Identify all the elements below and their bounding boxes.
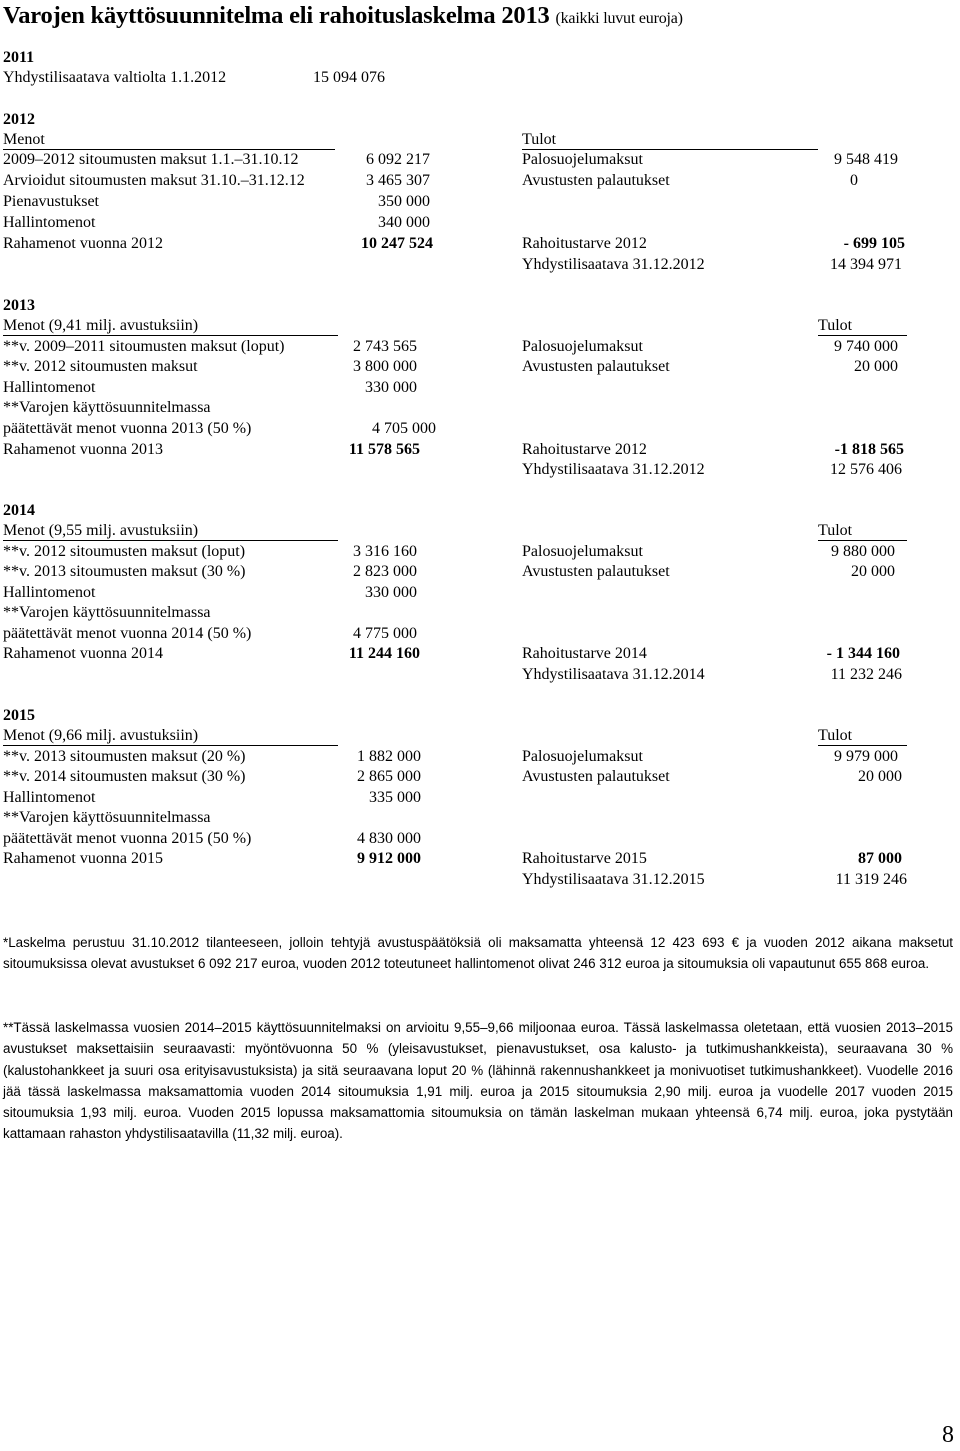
menot-value: 340 000 (378, 214, 430, 231)
total-value: 11 244 160 (348, 645, 420, 662)
tulot-heading: Tulot (818, 317, 853, 334)
menot-label: Hallintomenot (3, 789, 96, 806)
total-label: Rahamenot vuonna 2015 (3, 850, 163, 867)
menot-label: Pienavustukset (3, 193, 99, 210)
yt-label: Yhdystilisaatava 31.12.2012 (522, 461, 705, 478)
tulot-label: Palosuojelumaksut (522, 338, 643, 355)
total-value: 10 247 524 (361, 235, 433, 252)
menot-value: 4 830 000 (357, 830, 421, 847)
menot-value: 4 705 000 (372, 420, 436, 437)
need-label: Rahoitustarve 2014 (522, 645, 647, 662)
tulot-value: 9 740 000 (834, 338, 898, 355)
yt-value: 12 576 406 (830, 461, 902, 478)
total-label: Rahamenot vuonna 2012 (3, 235, 163, 252)
menot-value: 2 823 000 (353, 563, 417, 580)
need-label: Rahoitustarve 2015 (522, 850, 647, 867)
menot-heading: Menot (9,66 milj. avustuksiin) (3, 727, 199, 744)
yt-value: 11 319 246 (835, 871, 907, 888)
total-value: 11 578 565 (348, 441, 420, 458)
title-subtitle: (kaikki luvut euroja) (555, 10, 683, 27)
menot-label: Hallintomenot (3, 584, 96, 601)
need-label: Rahoitustarve 2012 (522, 235, 647, 252)
total-value: 9 912 000 (357, 850, 421, 867)
year-heading: 2015 (3, 707, 35, 724)
menot-label: Hallintomenot (3, 379, 96, 396)
menot-value: 4 775 000 (353, 625, 417, 642)
menot-value: 2 865 000 (357, 768, 421, 785)
menot-value: 335 000 (369, 789, 421, 806)
yt-label: Yhdystilisaatava 31.12.2014 (522, 666, 705, 683)
tulot-value: 9 548 419 (834, 151, 898, 168)
menot-label: Arvioidut sitoumusten maksut 31.10.–31.12.12 (3, 172, 305, 189)
menot-underline (3, 540, 338, 541)
menot-underline (3, 335, 338, 336)
menot-value: 3 800 000 (353, 358, 417, 375)
tulot-underline (818, 540, 907, 541)
menot-heading: Menot (9,41 milj. avustuksiin) (3, 317, 199, 334)
need-value: - 699 105 (843, 235, 905, 252)
menot-label: **v. 2013 sitoumusten maksut (30 %) (3, 563, 246, 580)
tulot-label: Palosuojelumaksut (522, 151, 643, 168)
total-label: Rahamenot vuonna 2013 (3, 441, 163, 458)
tulot-value: 20 000 (854, 358, 898, 375)
tulot-label: Palosuojelumaksut (522, 543, 643, 560)
tulot-heading: Tulot (818, 727, 853, 744)
menot-label: **Varojen käyttösuunnitelmassa (3, 604, 211, 621)
menot-value: 350 000 (378, 193, 430, 210)
footnote-1: *Laskelma perustuu 31.10.2012 tilanteeseen, jolloin tehtyjä avustuspäätöksiä oli maksamatta yhteensä 12 423 693 € ja vuoden 2012 aikana maksetut sitoumuksissa olevat avustukset 6 092 217 euroa, vuoden 2012 toteutuneet hallintomenot olivat 246 312 euroa ja sitoumuksia oli vapautunut 655 868 euroa. (3, 935, 953, 972)
yt-label: Yhdystilisaatava 31.12.2015 (522, 871, 705, 888)
menot-label: **v. 2009–2011 sitoumusten maksut (loput) (3, 338, 285, 355)
need-value: -1 818 565 (834, 441, 904, 458)
menot-label: päätettävät menot vuonna 2015 (50 %) (3, 830, 252, 847)
footnote-2: **Tässä laskelmassa vuosien 2014–2015 käyttösuunnitelmaksi on arvioitu 9,55–9,66 miljoonaa euroa. Tässä laskelmassa oletetaan, että vuosien 2013–2015 avustukset maksettaisiin seuraavasti: myöntövuonna 50 % (yleisavustukset, pienavustukset, osa kalusto- ja tutkimushankkeista), seuraavana 30 % (kalustohankkeet ja suuri osa erityisavustuksista) ja sitä seuraavana loput 20 % (lähinnä rakennushankkeet ja monivuotiset tutkimushankkeet). Vuodelle 2016 jää tässä laskelmassa maksamattomia vuoden 2014 sitoumuksia 1,91 milj. euroa ja 2015 sitoumuksia 2,90 milj. euroa ja vuodelle 2017 vuoden 2015 sitoumuksia 1,93 milj. euroa. Vuoden 2015 lopussa maksamattomia sitoumuksia on tämän laskelman mukaan yhteensä 6,74 milj. euroa, joka pystytään kattamaan rahaston yhdystilisaatavilla (11,32 milj. euroa). (3, 1020, 953, 1142)
menot-value: 1 882 000 (357, 748, 421, 765)
page-title (3, 2, 683, 30)
menot-heading: Menot (3, 131, 45, 148)
need-label: Rahoitustarve 2012 (522, 441, 647, 458)
yt-label: Yhdystilisaatava 31.12.2012 (522, 256, 705, 273)
menot-label: **v. 2012 sitoumusten maksut (3, 358, 198, 375)
tulot-label: Avustusten palautukset (522, 172, 670, 189)
menot-label: **Varojen käyttösuunnitelmassa (3, 399, 211, 416)
menot-label: **v. 2012 sitoumusten maksut (loput) (3, 543, 246, 560)
menot-label: päätettävät menot vuonna 2014 (50 %) (3, 625, 252, 642)
menot-value: 2 743 565 (353, 338, 417, 355)
menot-value: 6 092 217 (366, 151, 430, 168)
menot-label: **v. 2013 sitoumusten maksut (20 %) (3, 748, 246, 765)
year-heading: 2014 (3, 502, 35, 519)
menot-value: 330 000 (365, 379, 417, 396)
tulot-label: Avustusten palautukset (522, 768, 670, 785)
row-label: Yhdystilisaatava valtiolta 1.1.2012 (3, 69, 227, 86)
menot-value: 3 465 307 (366, 172, 430, 189)
menot-label: Hallintomenot (3, 214, 96, 231)
tulot-underline (818, 745, 907, 746)
year-heading: 2012 (3, 111, 35, 128)
title-text: Varojen käyttösuunnitelma eli rahoituslaskelma 2013 (3, 2, 550, 29)
total-label: Rahamenot vuonna 2014 (3, 645, 163, 662)
tulot-value: 9 979 000 (834, 748, 898, 765)
menot-label: päätettävät menot vuonna 2013 (50 %) (3, 420, 252, 437)
yt-value: 14 394 971 (830, 256, 902, 273)
tulot-heading: Tulot (818, 522, 853, 539)
tulot-label: Avustusten palautukset (522, 358, 670, 375)
menot-label: **v. 2014 sitoumusten maksut (30 %) (3, 768, 246, 785)
tulot-value: 20 000 (851, 563, 895, 580)
tulot-label: Avustusten palautukset (522, 563, 670, 580)
menot-value: 3 316 160 (353, 543, 417, 560)
year-heading: 2011 (3, 49, 35, 66)
need-value: - 1 344 160 (826, 645, 900, 662)
tulot-underline (818, 335, 907, 336)
menot-heading: Menot (9,55 milj. avustuksiin) (3, 522, 199, 539)
menot-value: 330 000 (365, 584, 417, 601)
menot-label: 2009–2012 sitoumusten maksut 1.1.–31.10.12 (3, 151, 299, 168)
tulot-label: Palosuojelumaksut (522, 748, 643, 765)
need-value: 87 000 (858, 850, 902, 867)
menot-underline (3, 745, 338, 746)
row-value: 15 094 076 (313, 69, 385, 86)
page-number: 8 (942, 1422, 954, 1448)
menot-label: **Varojen käyttösuunnitelmassa (3, 809, 211, 826)
tulot-value: 20 000 (858, 768, 902, 785)
year-heading: 2013 (3, 297, 35, 314)
tulot-value: 0 (850, 172, 858, 189)
tulot-heading: Tulot (522, 131, 557, 148)
yt-value: 11 232 246 (830, 666, 902, 683)
tulot-value: 9 880 000 (831, 543, 895, 560)
